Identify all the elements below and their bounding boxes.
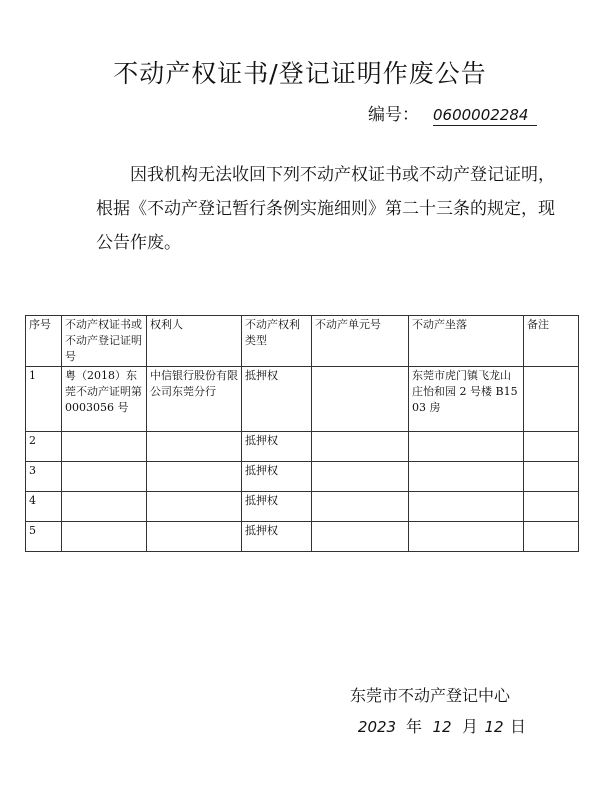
- date-day: 12: [484, 718, 504, 736]
- cell-remarks: [524, 367, 579, 432]
- issuing-authority: 东莞市不动产登记中心: [350, 686, 511, 705]
- cell-right-holder: 中信银行股份有限公司东莞分行: [147, 367, 242, 432]
- cell-unit-no: [312, 462, 409, 492]
- serial-number: [368, 100, 537, 126]
- cell-remarks: [524, 432, 579, 462]
- cell-certificate-no: 粤（2018）东莞不动产证明第 0003056 号: [62, 367, 147, 432]
- cell-index: 1: [26, 367, 62, 432]
- table-row: [26, 492, 579, 522]
- col-header-unit-no: 不动产单元号: [312, 316, 409, 367]
- table-row: [26, 462, 579, 492]
- issue-date: [348, 714, 526, 737]
- cell-right-holder: [147, 492, 242, 522]
- cell-certificate-no: [62, 432, 147, 462]
- cell-unit-no: [312, 432, 409, 462]
- cell-right-holder: [147, 462, 242, 492]
- cell-right-holder: [147, 522, 242, 552]
- col-header-location: 不动产坐落: [409, 316, 524, 367]
- cell-index: 2: [26, 432, 62, 462]
- cell-remarks: [524, 522, 579, 552]
- cell-location: [409, 492, 524, 522]
- date-day-unit: 日: [510, 717, 527, 736]
- cell-right-type: 抵押权: [242, 367, 312, 432]
- cell-unit-no: [312, 492, 409, 522]
- col-header-remarks: 备注: [524, 316, 579, 367]
- table-row: [26, 432, 579, 462]
- date-year-unit: 年: [406, 717, 423, 736]
- cell-unit-no: [312, 522, 409, 552]
- cell-location: [409, 462, 524, 492]
- cell-right-type: 抵押权: [242, 492, 312, 522]
- serial-value: 0600002284: [433, 106, 537, 126]
- cell-right-type: 抵押权: [242, 522, 312, 552]
- cell-index: 3: [26, 462, 62, 492]
- cell-index: 5: [26, 522, 62, 552]
- cell-certificate-no: [62, 492, 147, 522]
- table-header-row: [26, 316, 579, 367]
- cell-index: 4: [26, 492, 62, 522]
- table-row: [26, 367, 579, 432]
- date-month-unit: 月: [462, 717, 479, 736]
- cell-remarks: [524, 462, 579, 492]
- notice-body: [96, 158, 566, 260]
- cell-remarks: [524, 492, 579, 522]
- cell-right-type: 抵押权: [242, 432, 312, 462]
- cell-right-holder: [147, 432, 242, 462]
- notice-body-text: 因我机构无法收回下列不动产权证书或不动产登记证明，根据《不动产登记暂行条例实施细则》第二十三条的规定，现公告作废。: [96, 165, 555, 253]
- cell-right-type: 抵押权: [242, 462, 312, 492]
- cell-certificate-no: [62, 522, 147, 552]
- certificate-table: [25, 315, 579, 552]
- cell-location: 东莞市虎门镇飞龙山庄怡和园 2 号楼 B1503 房: [409, 367, 524, 432]
- serial-label: 编号：: [368, 105, 419, 125]
- cell-certificate-no: [62, 462, 147, 492]
- table-row: [26, 522, 579, 552]
- col-header-index: 序号: [26, 316, 62, 367]
- date-month: 12: [432, 718, 452, 736]
- cell-location: [409, 432, 524, 462]
- cell-unit-no: [312, 367, 409, 432]
- notice-title: 不动产权证书/登记证明作废公告: [113, 59, 487, 88]
- col-header-right-holder: 权利人: [147, 316, 242, 367]
- cell-location: [409, 522, 524, 552]
- date-year: 2023: [357, 718, 397, 736]
- col-header-certificate-no: 不动产权证书或不动产登记证明号: [62, 316, 147, 367]
- col-header-right-type: 不动产权利类型: [242, 316, 312, 367]
